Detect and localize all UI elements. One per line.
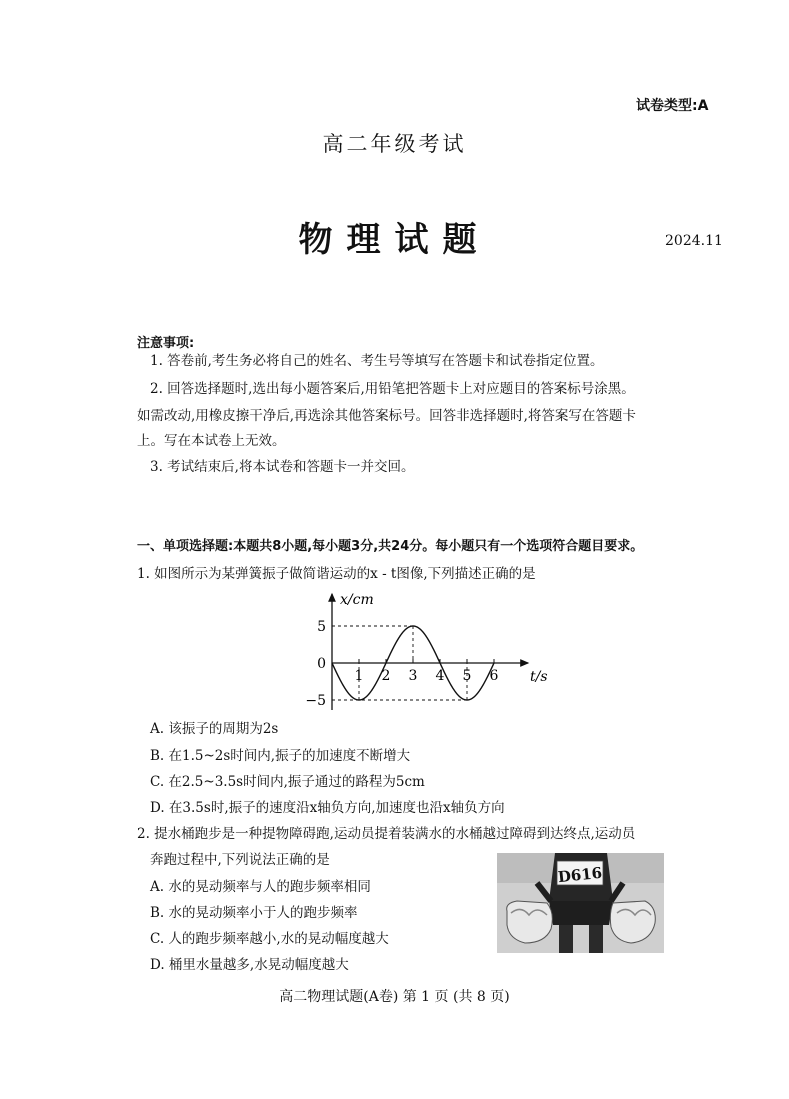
page-title: 物理试题: [298, 220, 491, 260]
runner-photo: [497, 853, 664, 953]
y-tick-label: 5: [317, 619, 326, 635]
q1-option-a: A. 该振子的周期为2s: [150, 721, 279, 737]
x-tick-label: 4: [435, 668, 445, 684]
note-item-2-line-1: 2. 回答选择题时,选出每小题答案后,用铅笔把答题卡上对应题目的答案标号涂黑。: [150, 381, 635, 397]
notes-heading: 注意事项:: [137, 336, 195, 351]
q2-option-a: A. 水的晃动频率与人的跑步频率相同: [150, 879, 371, 895]
q1-option-d: D. 在3.5s时,振子的速度沿x轴负方向,加速度也沿x轴负方向: [150, 800, 505, 816]
exam-type-label: 试卷类型:A: [636, 98, 709, 114]
x-axis-label: t/s: [530, 669, 548, 685]
section-1-heading: 一、单项选择题:本题共8小题,每小题3分,共24分。每小题只有一个选项符合题目要求。: [137, 539, 644, 554]
question-2-stem-line-2: 奔跑过程中,下列说法正确的是: [150, 852, 330, 868]
grade-heading: 高二年级考试: [322, 132, 467, 156]
note-item-2-line-2: 如需改动,用橡皮擦干净后,再选涂其他答案标号。回答非选择题时,将答案写在答题卡: [137, 408, 636, 424]
q2-option-c: C. 人的跑步频率越小,水的晃动幅度越大: [150, 931, 389, 947]
note-item-1: 1. 答卷前,考生务必将自己的姓名、考生号等填写在答题卡和试卷指定位置。: [150, 353, 604, 369]
exam-date: 2024.11: [665, 233, 723, 249]
note-item-3: 3. 考试结束后,将本试卷和答题卡一并交回。: [150, 459, 415, 475]
x-tick-label: 6: [489, 668, 499, 684]
x-tick-label: 2: [381, 668, 391, 684]
q2-option-d: D. 桶里水量越多,水晃动幅度越大: [150, 957, 349, 973]
q2-option-b: B. 水的晃动频率小于人的跑步频率: [150, 905, 358, 921]
x-tick-label: 5: [462, 668, 472, 684]
y-axis-label: x/cm: [340, 592, 374, 608]
runner-bib-number: D616: [557, 863, 603, 887]
q1-option-c: C. 在2.5~3.5s时间内,振子通过的路程为5cm: [150, 774, 425, 790]
question-2-stem-line-1: 2. 提水桶跑步是一种提物障碍跑,运动员提着装满水的水桶越过障碍到达终点,运动员: [137, 826, 636, 842]
page-footer: 高二物理试题(A卷) 第 1 页 (共 8 页): [279, 989, 510, 1005]
question-1-stem: 1. 如图所示为某弹簧振子做简谐运动的x - t图像,下列描述正确的是: [137, 566, 536, 582]
x-tick-label: 1: [354, 668, 364, 684]
xt-graph: [290, 588, 570, 718]
y-tick-label: 0: [317, 656, 326, 672]
y-tick-label: −5: [305, 693, 326, 709]
q1-option-b: B. 在1.5~2s时间内,振子的加速度不断增大: [150, 748, 411, 764]
x-tick-label: 3: [408, 668, 418, 684]
note-item-2-line-3: 上。写在本试卷上无效。: [137, 433, 286, 449]
